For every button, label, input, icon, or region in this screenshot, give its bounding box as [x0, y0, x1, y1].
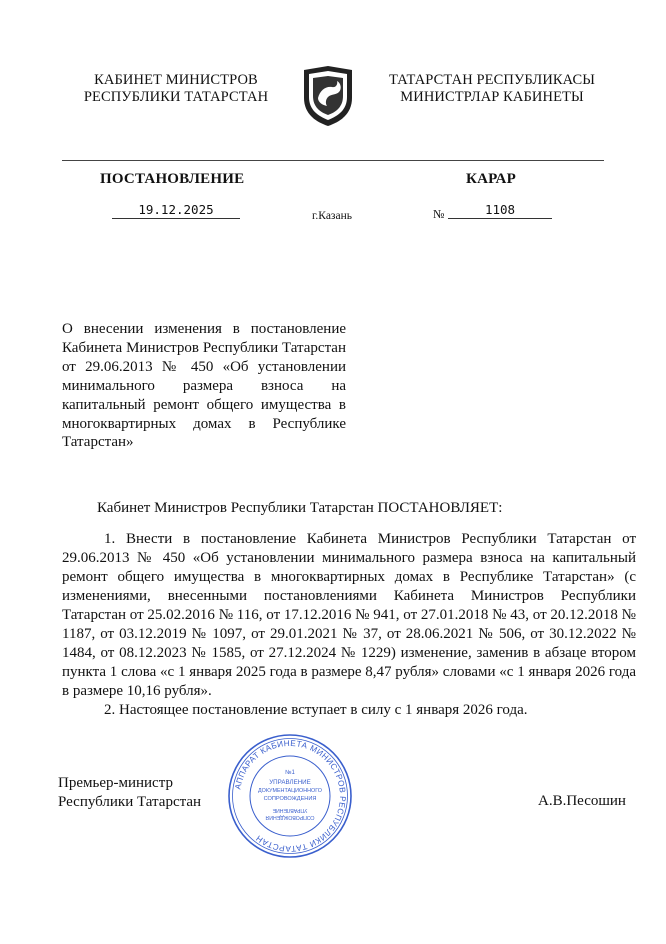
- header-right-line1: ТАТАРСТАН РЕСПУБЛИКАСЫ: [388, 72, 596, 88]
- stamp-inner-line2: ДОКУМЕНТАЦИОННОГО: [258, 788, 322, 794]
- header-left-org: [68, 72, 284, 106]
- signature-title: [58, 774, 201, 812]
- header-right-line2: МИНИСТРЛАР КАБИНЕТЫ: [400, 89, 584, 105]
- signature-title-line2: Республики Татарстан: [58, 794, 202, 810]
- signature-name: А.В.Песошин: [538, 793, 626, 809]
- stamp-ink: [229, 735, 351, 857]
- header-right-org: [374, 72, 610, 106]
- header-left-line2: РЕСПУБЛИКИ ТАТАРСТАН: [83, 89, 269, 105]
- doc-city: г.Казань: [312, 210, 352, 222]
- doc-number-sign: №: [433, 207, 445, 221]
- doc-type-ru: ПОСТАНОВЛЕНИЕ: [100, 171, 245, 187]
- stamp-inner-line1: УПРАВЛЕНИЕ: [269, 779, 311, 786]
- coat-of-arms-icon: [300, 64, 356, 128]
- header-left-line1: КАБИНЕТ МИНИСТРОВ: [94, 72, 258, 88]
- body-lead: Кабинет Министров Республики Татарстан ПОСТАНОВЛЯЕТ:: [97, 500, 503, 516]
- doc-date: 19.12.2025: [138, 202, 214, 217]
- body-paragraph-1: 1. Внести в постановление Кабинета Министров Республики Татарстан от 29.06.2013 № 450 «Об установлении минимального размера взноса на капитальный ремонт общего имущества в многоквартирных домах в Республике Татарстан» (с изменениями, внесенными постановлениями Кабинета Министров Республики Татарстан от 25.02.2016 № 116, от 17.12.2016 № 941, от 27.01.2018 № 43, от 20.12.2018 № 1187, от 03.12.2019 № 1097, от 29.01.2021 № 37, от 28.06.2021 № 506, от 30.12.2022 № 1484, от 08.12.2023 № 1585, от 27.12.2024 № 1229) изменение, заменив в абзаце втором пункта 1 слова «с 1 января 2025 года в размере 8,47 рубля» словами «с 1 января 2026 года в размере 10,16 рубля».: [62, 531, 636, 699]
- official-stamp: [226, 732, 354, 860]
- signature-title-line1: Премьер-министр: [58, 775, 173, 791]
- doc-body: [62, 530, 636, 720]
- doc-subject: О внесении изменения в постановление Кабинета Министров Республики Татарстан от 29.06.2013 № 450 «Об установлении минимального размера взноса на капитальный ремонт общего имущества в многоквартирных домах в Республике Татарстан»: [62, 321, 346, 451]
- stamp-inverted-line1: СОПРОВОЖДЕНИЯ: [265, 814, 315, 820]
- date-underline: [112, 218, 240, 219]
- doc-type-tt: КАРАР: [466, 171, 516, 187]
- number-underline: [448, 218, 552, 219]
- stamp-inverted-text: [265, 807, 314, 820]
- body-paragraph-2: 2. Настоящее постановление вступает в силу с 1 января 2026 года.: [104, 702, 528, 718]
- stamp-inner-line3: СОПРОВОЖДЕНИЯ: [263, 796, 317, 802]
- header-divider: [62, 160, 604, 161]
- stamp-outer-textpath: АППАРАТ КАБИНЕТА МИНИСТРОВ РЕСПУБЛИКИ ТАТАРСТАН: [233, 738, 348, 854]
- stamp-number: №1: [285, 770, 295, 776]
- doc-number: 1108: [484, 202, 516, 217]
- stamp-inverted-line2: УПРАВЛЕНИЕ: [272, 807, 308, 813]
